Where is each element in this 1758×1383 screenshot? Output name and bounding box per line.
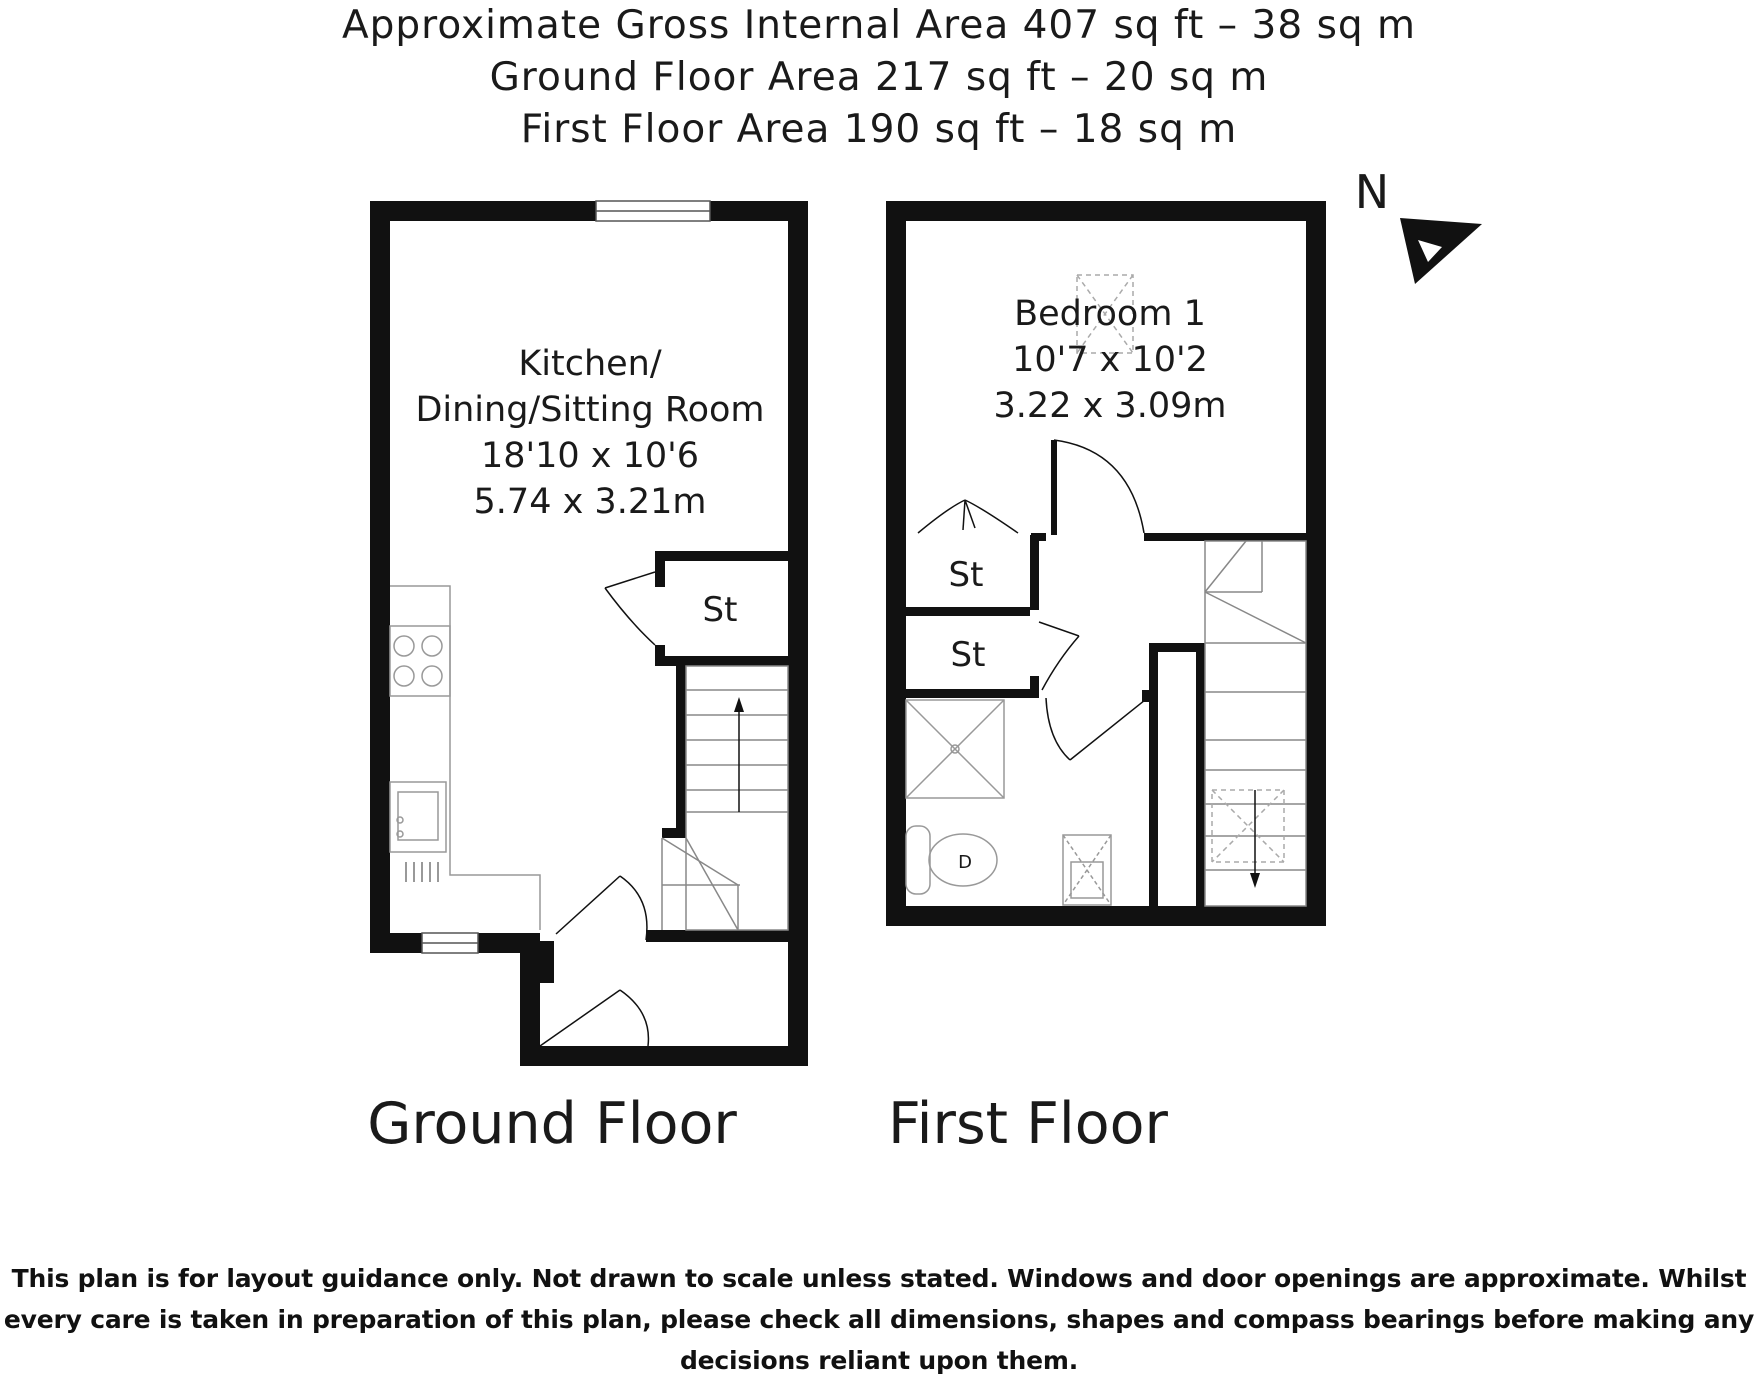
bedroom-imperial: 10'7 x 10'2 (1012, 340, 1208, 380)
shower-tray (906, 700, 1004, 798)
wash-basin (1063, 835, 1111, 905)
first-floor-plan (886, 201, 1326, 1157)
gross-area-text: Approximate Gross Internal Area 407 sq ft – 38 sq m (341, 3, 1417, 48)
first-floor-area-text: First Floor Area 190 sq ft – 18 sq m (520, 107, 1238, 152)
stairs-skylight (1212, 790, 1284, 862)
disclaimer-line-1: This plan is for layout guidance only. Not drawn to scale unless stated. Windows and door openings are approximate. Whilst (11, 1264, 1747, 1293)
ground-floor-title: Ground Floor (367, 1091, 737, 1157)
disclaimer (0, 1258, 1758, 1381)
first-store1-label: St (948, 555, 984, 595)
ground-floor-plan (367, 201, 808, 1157)
first-store-door (918, 500, 1018, 533)
ground-floor-area-text: Ground Floor Area 217 sq ft – 20 sq m (489, 55, 1269, 100)
compass-north-label: N (1354, 165, 1390, 219)
ground-store-label: St (702, 590, 738, 630)
bedroom-name: Bedroom 1 (1014, 294, 1206, 334)
compass (1355, 165, 1482, 284)
first-floor-title: First Floor (888, 1091, 1168, 1157)
disclaimer-line-2: every care is taken in preparation of this plan, please check all dimensions, shapes and compass bearings before making any (3, 1305, 1755, 1334)
disclaimer-line-3: decisions reliant upon them. (679, 1346, 1078, 1375)
north-arrow-icon (1400, 218, 1482, 284)
kitchen-room-imperial: 18'10 x 10'6 (480, 436, 700, 476)
toilet-label: D (958, 852, 972, 873)
second-store-door (1039, 622, 1079, 690)
kitchen-room-name-line2: Dining/Sitting Room (415, 390, 765, 430)
bedroom-metric: 3.22 x 3.09m (993, 386, 1227, 426)
kitchen-units (390, 586, 540, 930)
bedroom-door (1054, 440, 1144, 535)
toilet (906, 826, 997, 894)
bathroom-door (1046, 698, 1145, 760)
entrance-doors (540, 876, 648, 1046)
store-door (605, 572, 655, 645)
first-store2-label: St (950, 635, 986, 675)
kitchen-room-name-line1: Kitchen/ (518, 344, 662, 384)
kitchen-room-metric: 5.74 x 3.21m (473, 482, 707, 522)
